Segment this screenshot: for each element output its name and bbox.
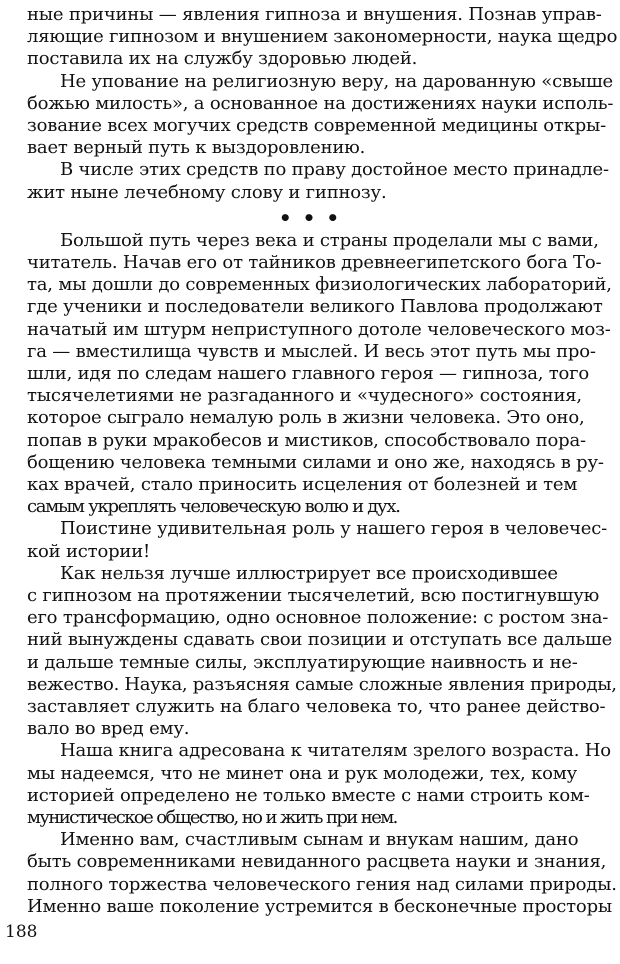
- text-line: бощению человека темными силами и оно же, находясь в ру-: [27, 451, 604, 473]
- text-line: та, мы дошли до современных физиологических лабораторий,: [27, 274, 612, 296]
- text-line: Не упование на религиозную веру, на дарованную «свыше: [60, 70, 613, 92]
- text-line: божью милость», а основанное на достижениях науки исполь-: [27, 92, 614, 114]
- text-line: с гипнозом на протяжении тысячелетий, всю постигнувшую: [27, 585, 600, 606]
- text-line: читатель. Начав его от тайников древнеегипетского бога То-: [27, 252, 602, 273]
- text-line: начатый им штурм неприступного дотоле человеческого моз-: [27, 318, 611, 340]
- text-line: полного торжества человеческого гения над силами природы.: [27, 873, 617, 895]
- text-line: ляющие гипнозом и внушением закономерности, наука щедро: [27, 26, 618, 48]
- text-line: которое сыграло немалую роль в жизни человека. Это оно,: [27, 407, 585, 429]
- text-line: где ученики и последователи великого Павлова продолжают: [27, 296, 603, 318]
- text-line: кой истории!: [27, 540, 151, 562]
- text-line: Наша книга адресована к читателям зрелого возраста. Но: [60, 740, 611, 762]
- text-line: тысячелетиями не разгаданного и «чудесного» состояния,: [27, 385, 582, 407]
- text-line: вало во вред ему.: [27, 718, 190, 740]
- text-line: жит ныне лечебному слову и гипнозу.: [27, 181, 387, 203]
- text-line: ках врачей, стало приносить исцеления от болезней и тем: [27, 474, 578, 495]
- text-line: мы надеемся, что не минет она и рук молодежи, тех, кому: [27, 762, 577, 784]
- text-line: Именно вам, счастливым сынам и внукам нашим, дано: [60, 829, 579, 851]
- text-line: ные причины — явления гипноза и внушения. Познав управ-: [27, 4, 602, 25]
- text-line: вает верный путь к выздоровлению.: [27, 137, 366, 159]
- text-line: попав в руки мракобесов и мистиков, способствовало пора-: [27, 429, 586, 451]
- text-line: Поистине удивительная роль у нашего героя в человечес-: [60, 518, 608, 540]
- text-line: зование всех могучих средств современной медицины откры-: [27, 115, 607, 136]
- text-line: историей определено не только вместе с нами строить ком-: [27, 784, 590, 806]
- text-line: шли, идя по следам нашего главного героя — гипноза, того: [27, 363, 590, 384]
- text-line: поставила их на службу здоровью людей.: [27, 48, 418, 70]
- section-separator: • • •: [278, 205, 342, 230]
- text-line: Как нельзя лучше иллюстрирует все происходившее: [60, 562, 558, 584]
- text-line: Именно ваше поколение устремится в бесконечные просторы: [27, 895, 613, 917]
- text-line: его трансформацию, одно основное положение: с ростом зна-: [27, 607, 609, 629]
- text-line: вежество. Наука, разъясняя самые сложные явления природы,: [27, 673, 617, 695]
- page-number: 188: [5, 922, 38, 942]
- text-line: ний вынуждены сдавать свои позиции и отступать все дальше: [27, 629, 613, 651]
- text-line: га — вместилища чувств и мыслей. И весь этот путь мы про-: [27, 340, 596, 362]
- text-line: самым укреплять человеческую волю и дух.: [27, 496, 400, 518]
- text-line: и дальше темные силы, эксплуатирующие наивность и не-: [27, 651, 578, 673]
- text-line: Большой путь через века и страны проделали мы с вами,: [60, 229, 599, 251]
- text-line: мунистическое общество, но и жить при нем.: [27, 807, 397, 828]
- text-line: В числе этих средств по праву достойное место принадле-: [60, 159, 609, 181]
- text-line: быть современниками невиданного расцвета науки и знания,: [27, 851, 607, 873]
- text-line: заставляет служить на благо человека то, что ранее действо-: [27, 696, 606, 717]
